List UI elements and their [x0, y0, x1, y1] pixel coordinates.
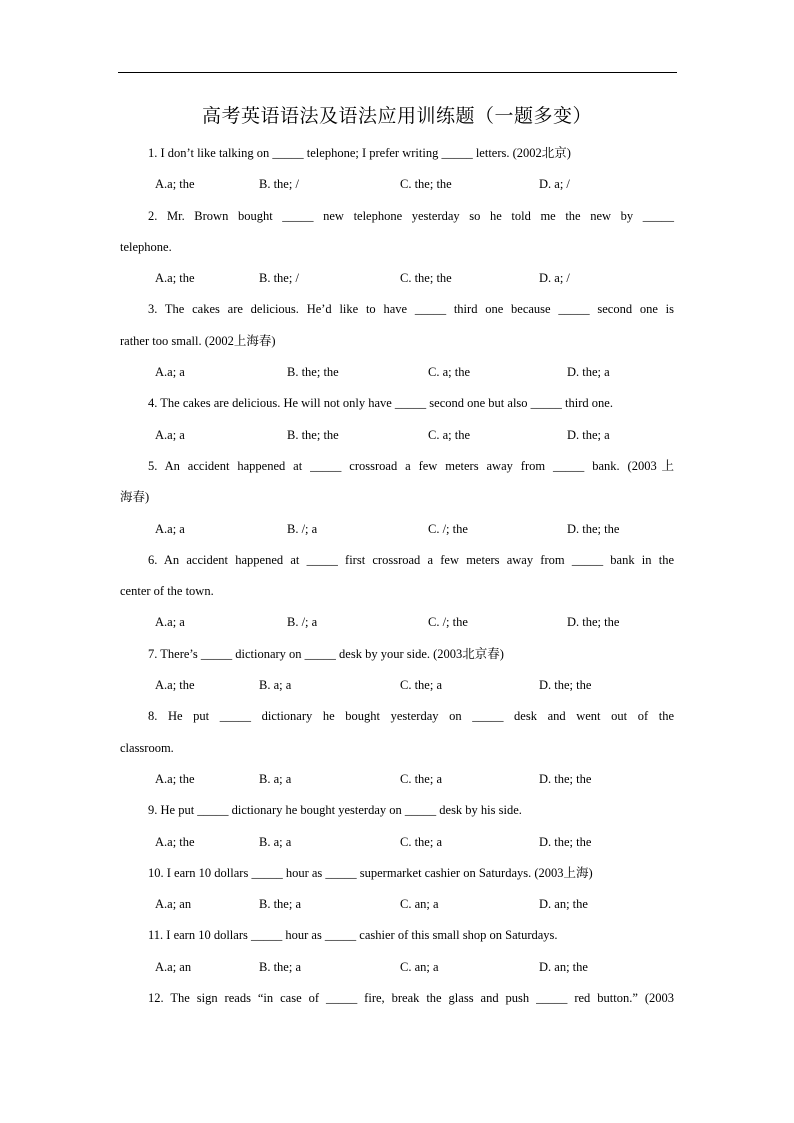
option-a: A.a; a — [155, 365, 185, 380]
option-b: B. the; the — [287, 427, 339, 442]
option-d: D. an; the — [539, 897, 588, 912]
option-d: D. a; / — [539, 271, 570, 286]
option-d: D. the; a — [567, 365, 610, 380]
question-10-options — [120, 889, 674, 920]
question-6-options — [120, 607, 674, 638]
question-4-text: 4. The cakes are delicious. He will not only have _____ second one but also _____ third one. — [148, 396, 613, 411]
question-1-text: 1. I don’t like talking on _____ telephone; I prefer writing _____ letters. (2002北京) — [148, 146, 571, 160]
question-5-text: 5. An accident happened at _____ crossroad a few meters away from _____ bank. (2003上 — [148, 458, 674, 473]
option-c: C. an; a — [400, 897, 439, 912]
question-8-text: 8. He put _____ dictionary he bought yesterday on _____ desk and went out of the — [148, 709, 674, 724]
question-3-options — [120, 357, 674, 388]
question-10-text: 10. I earn 10 dollars _____ hour as _____ supermarket cashier on Saturdays. (2003上海) — [148, 865, 593, 880]
question-8-options — [120, 764, 674, 795]
option-c: C. a; the — [428, 427, 471, 442]
option-a: A.a; a — [155, 427, 185, 442]
question-8-text-cont: classroom. — [120, 740, 174, 755]
option-b: B. the; / — [259, 177, 299, 192]
option-a: A.a; an — [155, 959, 192, 974]
option-d: D. the; the — [567, 615, 620, 630]
option-d: D. the; the — [539, 771, 592, 786]
question-2-options — [120, 263, 674, 294]
option-b: B. the; a — [259, 897, 302, 912]
question-12-text: 12. The sign reads “in case of _____ fire, break the glass and push _____ red button.” (2003 — [148, 991, 674, 1006]
option-a: A.a; a — [155, 615, 185, 630]
option-b: B. a; a — [259, 834, 292, 849]
question-9-options — [120, 827, 674, 858]
option-d: D. a; / — [539, 177, 570, 192]
option-b: B. the; / — [259, 271, 299, 286]
option-b: B. a; a — [259, 771, 292, 786]
option-c: C. the; a — [400, 678, 443, 693]
question-3-text: 3. The cakes are delicious. He’d like to have _____ third one because _____ second one is — [148, 302, 674, 317]
option-b: B. the; the — [287, 365, 339, 380]
option-d: D. the; the — [539, 678, 592, 693]
question-3-text-cont: rather too small. (2002上海春) — [120, 333, 276, 348]
option-b: B. the; a — [259, 959, 302, 974]
question-2-text-cont: telephone. — [120, 239, 172, 254]
question-4-options — [120, 420, 674, 451]
question-11-text: 11. I earn 10 dollars _____ hour as _____ cashier of this small shop on Saturdays. — [148, 928, 558, 943]
option-c: C. /; the — [428, 615, 468, 630]
option-b: B. /; a — [287, 615, 318, 630]
question-6-text: 6. An accident happened at _____ first crossroad a few meters away from _____ bank in the — [148, 552, 674, 567]
option-c: C. a; the — [428, 365, 471, 380]
option-d: D. the; the — [539, 834, 592, 849]
question-1-options — [120, 169, 674, 200]
option-d: D. the; a — [567, 427, 610, 442]
option-a: A.a; the — [155, 771, 195, 786]
option-a: A.a; the — [155, 678, 195, 693]
question-2-text: 2. Mr. Brown bought _____ new telephone yesterday so he told me the new by _____ — [148, 208, 674, 223]
option-c: C. the; the — [400, 177, 452, 192]
header-rule — [118, 72, 677, 73]
question-9-text: 9. He put _____ dictionary he bought yesterday on _____ desk by his side. — [148, 803, 522, 818]
option-a: A.a; the — [155, 834, 195, 849]
question-5-options — [120, 514, 674, 545]
option-c: C. the; a — [400, 771, 443, 786]
option-c: C. /; the — [428, 521, 468, 536]
question-11-options — [120, 952, 674, 983]
option-d: D. an; the — [539, 959, 588, 974]
option-b: B. /; a — [287, 521, 318, 536]
option-a: A.a; an — [155, 897, 192, 912]
page-title: 高考英语语法及语法应用训练题（一题多变） — [201, 105, 592, 127]
question-5-text-cont: 海春) — [120, 490, 150, 505]
option-a: A.a; the — [155, 271, 195, 286]
question-list — [120, 138, 674, 1014]
option-c: C. an; a — [400, 959, 439, 974]
question-6-text-cont: center of the town. — [120, 584, 214, 599]
question-7-text: 7. There’s _____ dictionary on _____ desk by your side. (2003北京春) — [148, 646, 504, 661]
option-b: B. a; a — [259, 678, 292, 693]
question-7-options — [120, 670, 674, 701]
option-a: A.a; a — [155, 521, 185, 536]
option-c: C. the; the — [400, 271, 452, 286]
option-a: A.a; the — [155, 177, 195, 192]
option-d: D. the; the — [567, 521, 620, 536]
option-c: C. the; a — [400, 834, 443, 849]
